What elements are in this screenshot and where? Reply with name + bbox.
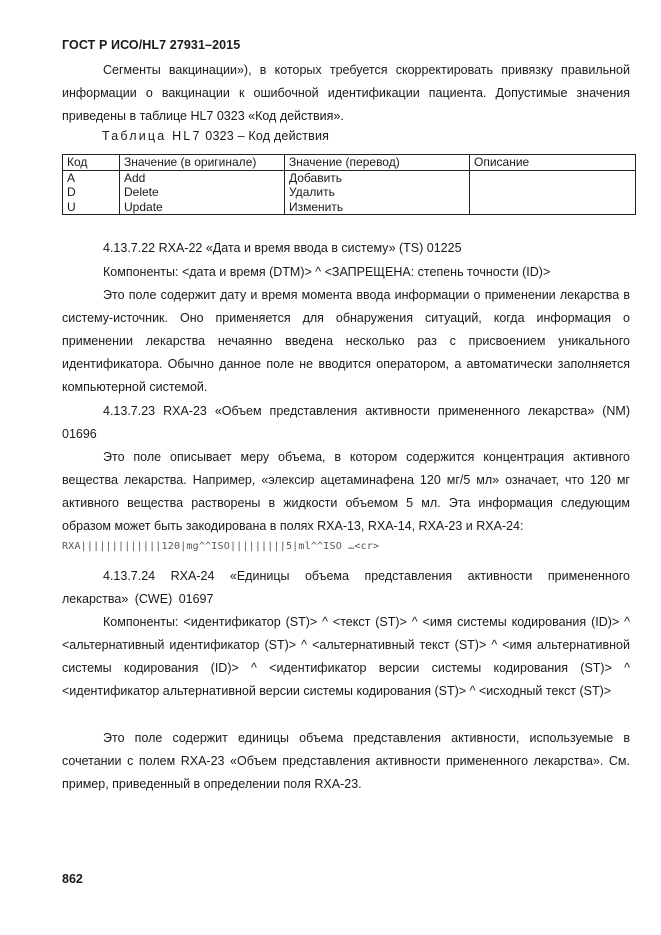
table-caption-label: Таблица HL7 [102,129,202,143]
action-code-table [62,154,636,215]
table-caption [102,129,329,143]
table-cell [470,200,636,215]
table-cell: Удалить [285,185,470,200]
rxa23-code-example: RXA|||||||||||||120|mg^^ISO|||||||||5|ml^^ISO …<cr> [62,541,380,552]
table-caption-title: 0323 – Код действия [201,129,330,143]
section-heading-rxa24: 4.13.7.24 RXA-24 «Единицы объема представления активности примененного лекарства» (CWE) 01697 [62,569,630,606]
table-cell: Add [120,170,285,185]
section-heading-rxa23: 4.13.7.23 RXA-23 «Объем представления активности примененного лекарства» (NM) 01696 [62,404,630,441]
page-number: 862 [62,872,83,886]
document-header: ГОСТ Р ИСО/HL7 27931–2015 [62,38,241,52]
table-header-cell: Описание [470,155,636,171]
section-heading-rxa22: 4.13.7.22 RXA-22 «Дата и время ввода в систему» (TS) 01225 [103,241,462,255]
rxa24-description: Это поле содержит единицы объема представления активности, используемые в сочетании с полем RXA-23 «Объем представления активности примененного лекарства». См. пример, приведенный в определении поля RXA-23. [62,731,630,791]
table-header-cell: Значение (перевод) [285,155,470,171]
table-cell: A [63,170,120,185]
table-cell: Delete [120,185,285,200]
rxa22-description: Это поле содержит дату и время момента ввода информации о применении лекарства в систему-источник. Оно применяется для обнаружения ситуаций, когда информация о применении лекарства нечаянно введена несколько раз с присвоением уникального идентификатора. Обычно данное поле не вводится оператором, а автоматически заполняется компьютерной системой. [62,288,630,394]
table-cell [470,170,636,185]
table-header-row [63,155,636,171]
rxa22-components: Компоненты: <дата и время (DTM)> ^ <ЗАПРЕЩЕНА: степень точности (ID)> [103,265,551,279]
table-header-cell: Код [63,155,120,171]
table-row [63,200,636,215]
table-row [63,185,636,200]
intro-paragraph: Сегменты вакцинации»), в которых требуется скорректировать привязку правильной информации о вакцинации к ошибочной идентификации пациента. Допустимые значения приведены в таблице HL7 0323 «Код действия». [62,63,630,123]
table-cell: Update [120,200,285,215]
table-cell: U [63,200,120,215]
table-header-cell: Значение (в оригинале) [120,155,285,171]
table-cell: Изменить [285,200,470,215]
table-cell: D [63,185,120,200]
table-cell: Добавить [285,170,470,185]
table-cell [470,185,636,200]
rxa23-description: Это поле описывает меру объема, в котором содержится концентрация активного вещества лекарства. Например, «элексир ацетаминафена 120 мг/5 мл» означает, что 120 мг активного вещества растворены в жидкости объемом 5 мл. Эта информация следующим образом может быть закодирована в полях RXA-13, RXA-14, RXA-23 и RXA-24: [62,450,630,533]
rxa24-components: Компоненты: <идентификатор (ST)> ^ <текст (ST)> ^ <имя системы кодирования (ID)> ^ <альтернативный идентификатор (ST)> ^ <альтернативный текст (ST)> ^ <имя альтернативной системы кодирования (ID)> ^ <идентификатор версии системы кодирования (ST)> ^ <идентификатор альтернативной версии системы кодирования (ST)> ^ <исходный текст (ST)> [62,615,630,698]
table-row [63,170,636,185]
